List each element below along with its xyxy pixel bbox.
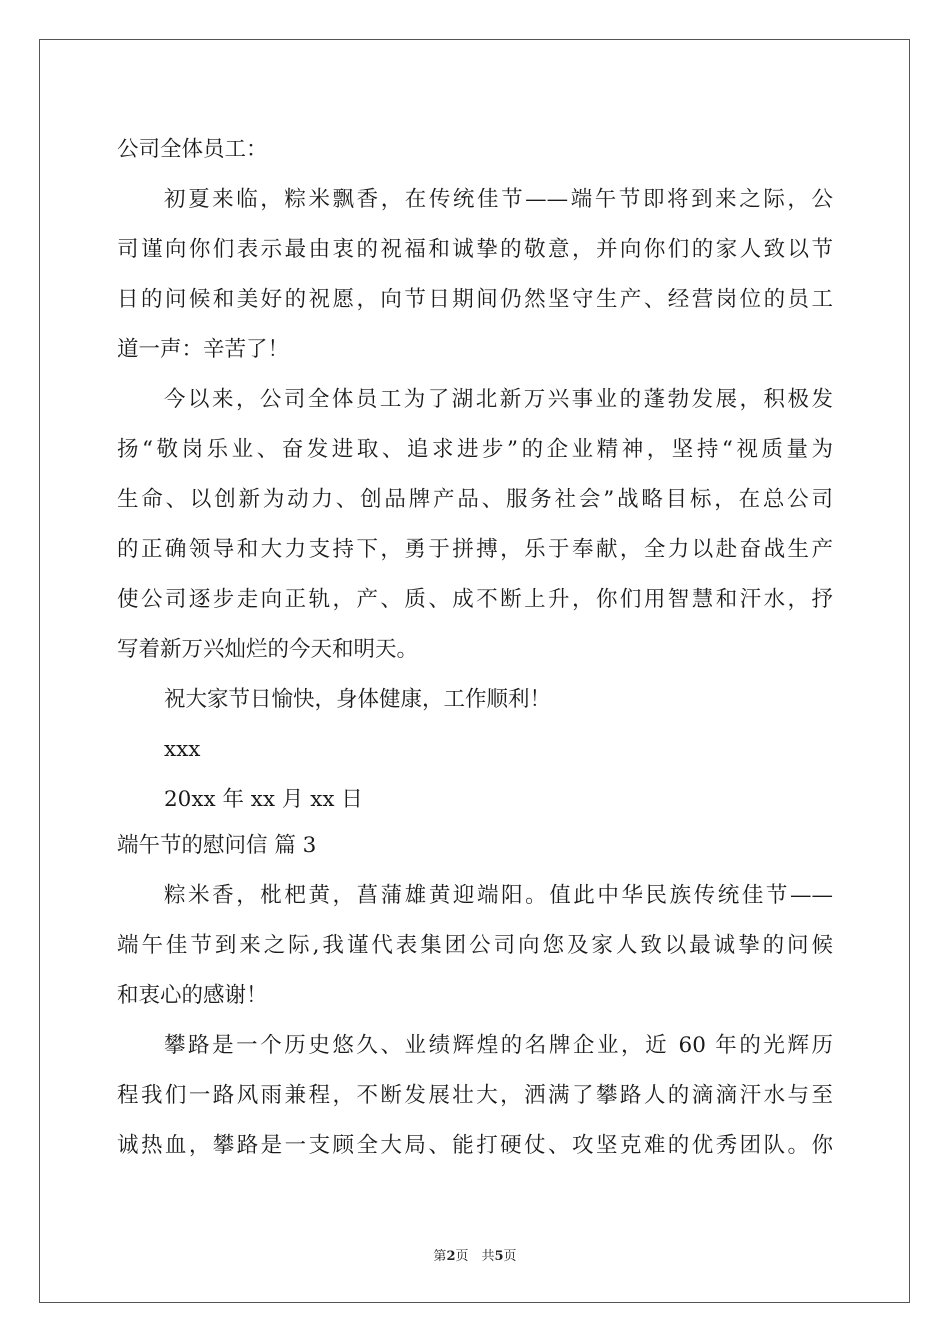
page-number: 2 — [446, 1249, 456, 1264]
salutation: 公司全体员工： — [117, 137, 268, 162]
paragraph-line: 生命、以创新为动力、创品牌产品、服务社会”战略目标，在总公司 — [117, 487, 833, 512]
page-total: 5 — [494, 1249, 504, 1264]
paragraph-line: 日的问候和美好的祝愿，向节日期间仍然坚守生产、经营岗位的员工 — [117, 287, 833, 312]
paragraph-line: 程我们一路风雨兼程，不断发展壮大，洒满了攀路人的滴滴汗水与至 — [117, 1083, 833, 1108]
signature-name: xxx — [164, 737, 201, 762]
paragraph-line: 扬“敬岗乐业、奋发进取、追求进步”的企业精神，坚持“视质量为 — [117, 437, 833, 462]
paragraph-line: 和衷心的感谢！ — [117, 983, 268, 1008]
paragraph-line: 的正确领导和大力支持下，勇于拼搏，乐于奉献，全力以赴奋战生产 — [117, 537, 833, 562]
paragraph-line: 攀路是一个历史悠久、业绩辉煌的名牌企业，近 60 年的光辉历 — [164, 1033, 833, 1058]
signature-date: 20xx 年 xx 月 xx 日 — [164, 787, 363, 812]
paragraph-line: 写着新万兴灿烂的今天和明天。 — [117, 637, 419, 662]
page-prefix: 第 — [433, 1249, 447, 1264]
page-suffix: 页 — [503, 1249, 517, 1264]
closing-wish: 祝大家节日愉快，身体健康，工作顺利！ — [164, 687, 552, 712]
paragraph-line: 粽米香，枇杷黄，菖蒲雄黄迎端阳。值此中华民族传统佳节—— — [164, 883, 833, 908]
section-heading: 端午节的慰问信 篇 3 — [117, 833, 317, 858]
paragraph-line: 道一声：辛苦了！ — [117, 337, 290, 362]
paragraph-line: 今以来，公司全体员工为了湖北新万兴事业的蓬勃发展，积极发 — [164, 387, 833, 412]
paragraph-line: 使公司逐步走向正轨，产、质、成不断上升，你们用智慧和汗水，抒 — [117, 587, 833, 612]
page-mid: 页 共 — [455, 1249, 495, 1264]
paragraph-line: 司谨向你们表示最由衷的祝福和诚挚的敬意，并向你们的家人致以节 — [117, 237, 833, 262]
paragraph-line: 端午佳节到来之际,我谨代表集团公司向您及家人致以最诚挚的问候 — [117, 933, 833, 958]
paragraph-line: 初夏来临，粽米飘香，在传统佳节——端午节即将到来之际，公 — [164, 187, 833, 212]
paragraph-line: 诚热血，攀路是一支顾全大局、能打硬仗、攻坚克难的优秀团队。你 — [117, 1133, 833, 1158]
page-footer — [0, 1245, 950, 1264]
page-frame — [39, 39, 910, 1303]
